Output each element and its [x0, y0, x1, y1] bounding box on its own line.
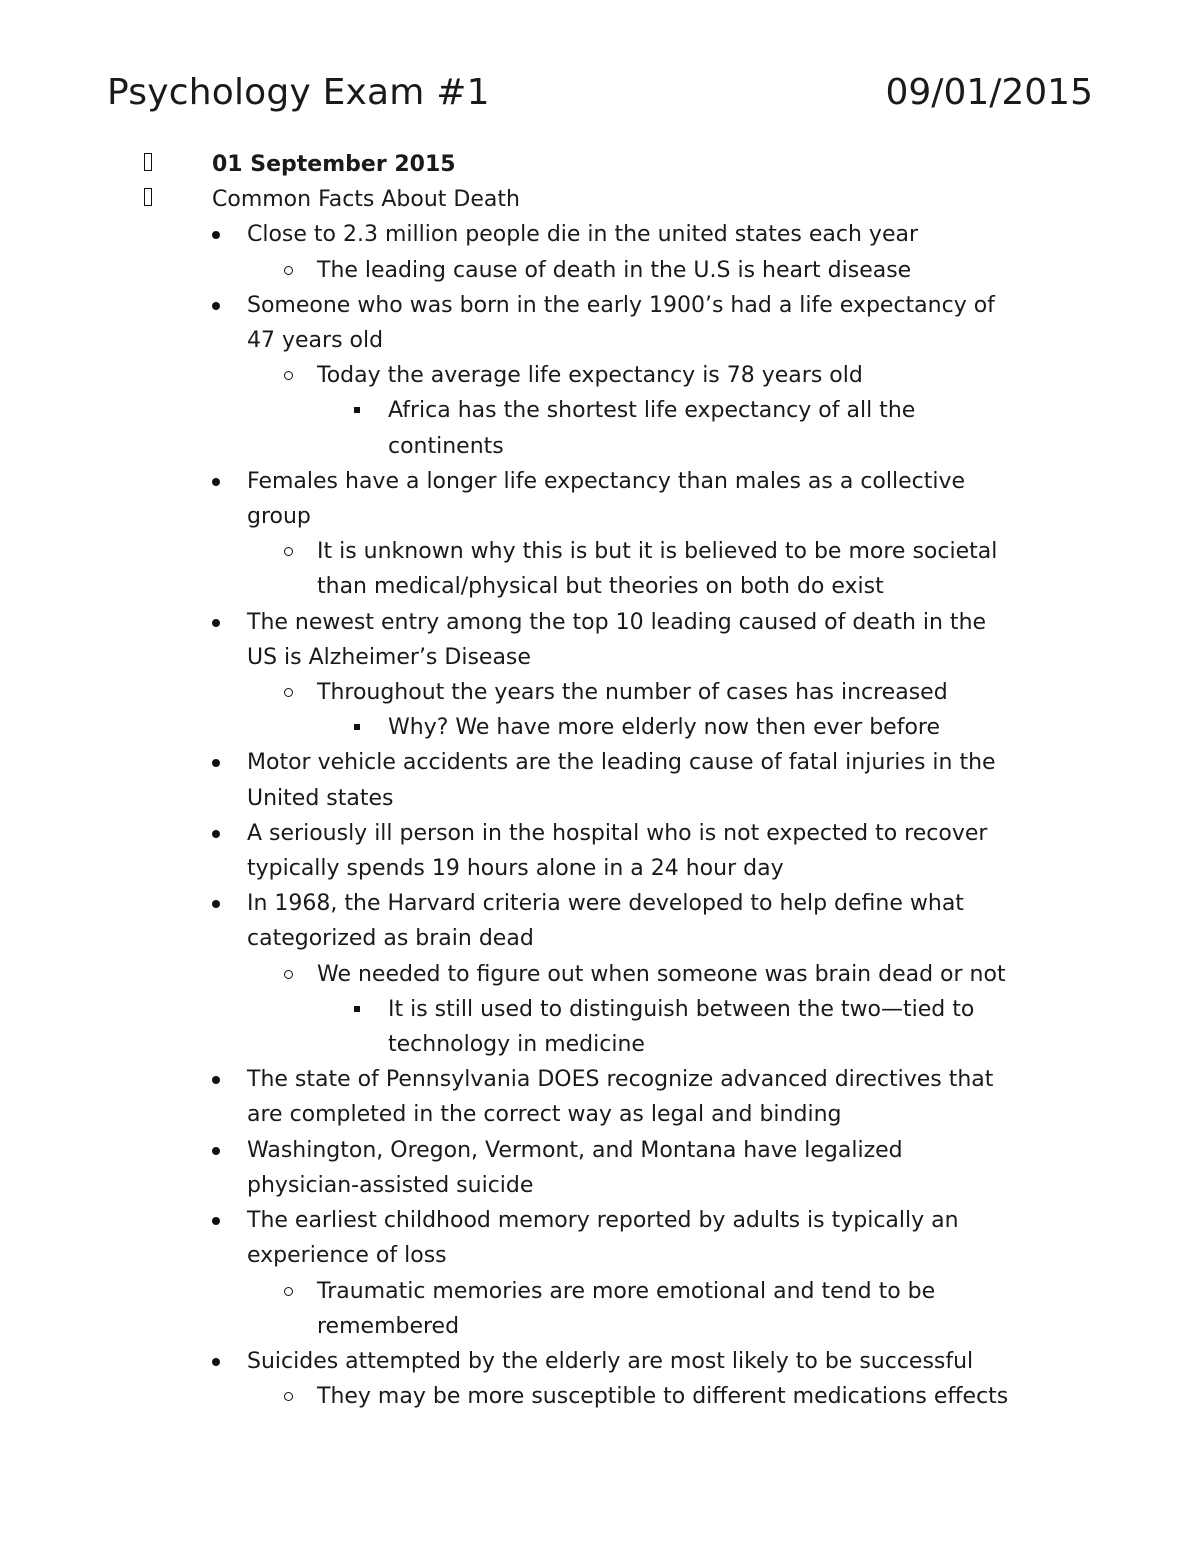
list-item-text: than medical/physical but theories on both do exist	[317, 574, 884, 600]
list-item	[0, 1203, 1200, 1238]
list-item-continuation	[0, 323, 1200, 358]
date-heading-text: 01 September 2015	[212, 152, 456, 177]
list-item-text: Females have a longer life expectancy than males as a collective	[247, 468, 966, 494]
list-item-text: A seriously ill person in the hospital who is not expected to recover	[247, 820, 988, 846]
page-date: 09/01/2015	[885, 72, 1093, 113]
list-item-text: The leading cause of death in the U.S is heart disease	[317, 257, 912, 283]
list-item-continuation	[0, 1309, 1200, 1344]
page-title: Psychology Exam #1	[107, 72, 490, 113]
list-item	[0, 1344, 1200, 1379]
list-item-text: Motor vehicle accidents are the leading cause of fatal injuries in the	[247, 750, 996, 776]
list-item-text: remembered	[317, 1313, 460, 1339]
list-item-text: United states	[247, 785, 394, 811]
list-item	[0, 534, 1200, 569]
list-item	[0, 393, 1200, 428]
list-item-text: typically spends 19 hours alone in a 24 hour day	[247, 856, 784, 882]
list-item-text: are completed in the correct way as legal and binding	[247, 1102, 842, 1128]
list-item-text: categorized as brain dead	[247, 926, 534, 952]
list-item-continuation	[0, 921, 1200, 956]
list-item-continuation	[0, 569, 1200, 604]
list-item-text: It is unknown why this is but it is believed to be more societal	[317, 539, 998, 565]
list-item	[0, 464, 1200, 499]
notes-list	[0, 147, 1200, 1414]
list-item-text: US is Alzheimer’s Disease	[247, 644, 531, 670]
list-item-text: Why? We have more elderly now then ever before	[388, 715, 941, 741]
list-item	[0, 253, 1200, 288]
list-item-continuation	[0, 429, 1200, 464]
list-item	[0, 992, 1200, 1027]
list-item-text: In 1968, the Harvard criteria were developed to help define what	[247, 891, 964, 917]
list-item-text: We needed to figure out when someone was brain dead or not	[317, 961, 1006, 987]
list-item	[0, 886, 1200, 921]
list-item-text: Suicides attempted by the elderly are most likely to be successful	[247, 1348, 974, 1374]
date-heading	[0, 147, 1200, 182]
list-item	[0, 816, 1200, 851]
list-item	[0, 1379, 1200, 1414]
topic-heading	[0, 182, 1200, 217]
list-item-text: technology in medicine	[388, 1032, 645, 1058]
list-item	[0, 1062, 1200, 1097]
list-item	[0, 710, 1200, 745]
list-item-continuation	[0, 1238, 1200, 1273]
list-item-text: It is still used to distinguish between the two—tied to	[388, 996, 975, 1022]
list-item-continuation	[0, 640, 1200, 675]
list-item-continuation	[0, 851, 1200, 886]
list-item	[0, 957, 1200, 992]
list-item	[0, 745, 1200, 780]
list-item-continuation	[0, 1097, 1200, 1132]
list-item-text: group	[247, 504, 311, 530]
list-item-text: Throughout the years the number of cases has increased	[317, 680, 948, 706]
list-item-continuation	[0, 499, 1200, 534]
list-item-continuation	[0, 781, 1200, 816]
topic-heading-text: Common Facts About Death	[212, 187, 520, 213]
list-item-text: Someone who was born in the early 1900’s had a life expectancy of	[247, 292, 995, 318]
list-item-text: physician-assisted suicide	[247, 1172, 534, 1198]
list-item	[0, 288, 1200, 323]
list-item-text: Washington, Oregon, Vermont, and Montana have legalized	[247, 1137, 903, 1163]
list-item-text: The newest entry among the top 10 leading caused of death in the	[247, 609, 987, 635]
list-item-text: Africa has the shortest life expectancy of all the	[388, 398, 916, 424]
list-item-text: Traumatic memories are more emotional and tend to be	[317, 1278, 936, 1304]
list-item-text: continents	[388, 433, 504, 459]
list-item-continuation	[0, 1168, 1200, 1203]
list-item-text: 47 years old	[247, 328, 384, 354]
list-item	[0, 217, 1200, 252]
list-item	[0, 1133, 1200, 1168]
list-item-text: experience of loss	[247, 1243, 447, 1269]
list-item-continuation	[0, 1027, 1200, 1062]
list-item-text: The earliest childhood memory reported by adults is typically an	[247, 1208, 959, 1234]
list-item-text: Today the average life expectancy is 78 years old	[317, 363, 863, 389]
list-item	[0, 605, 1200, 640]
list-item	[0, 1274, 1200, 1309]
list-item	[0, 358, 1200, 393]
list-item-text: The state of Pennsylvania DOES recognize advanced directives that	[247, 1067, 994, 1093]
list-item-text: Close to 2.3 million people die in the united states each year	[247, 222, 919, 248]
list-item	[0, 675, 1200, 710]
list-item-text: They may be more susceptible to different medications effects	[317, 1384, 1009, 1410]
